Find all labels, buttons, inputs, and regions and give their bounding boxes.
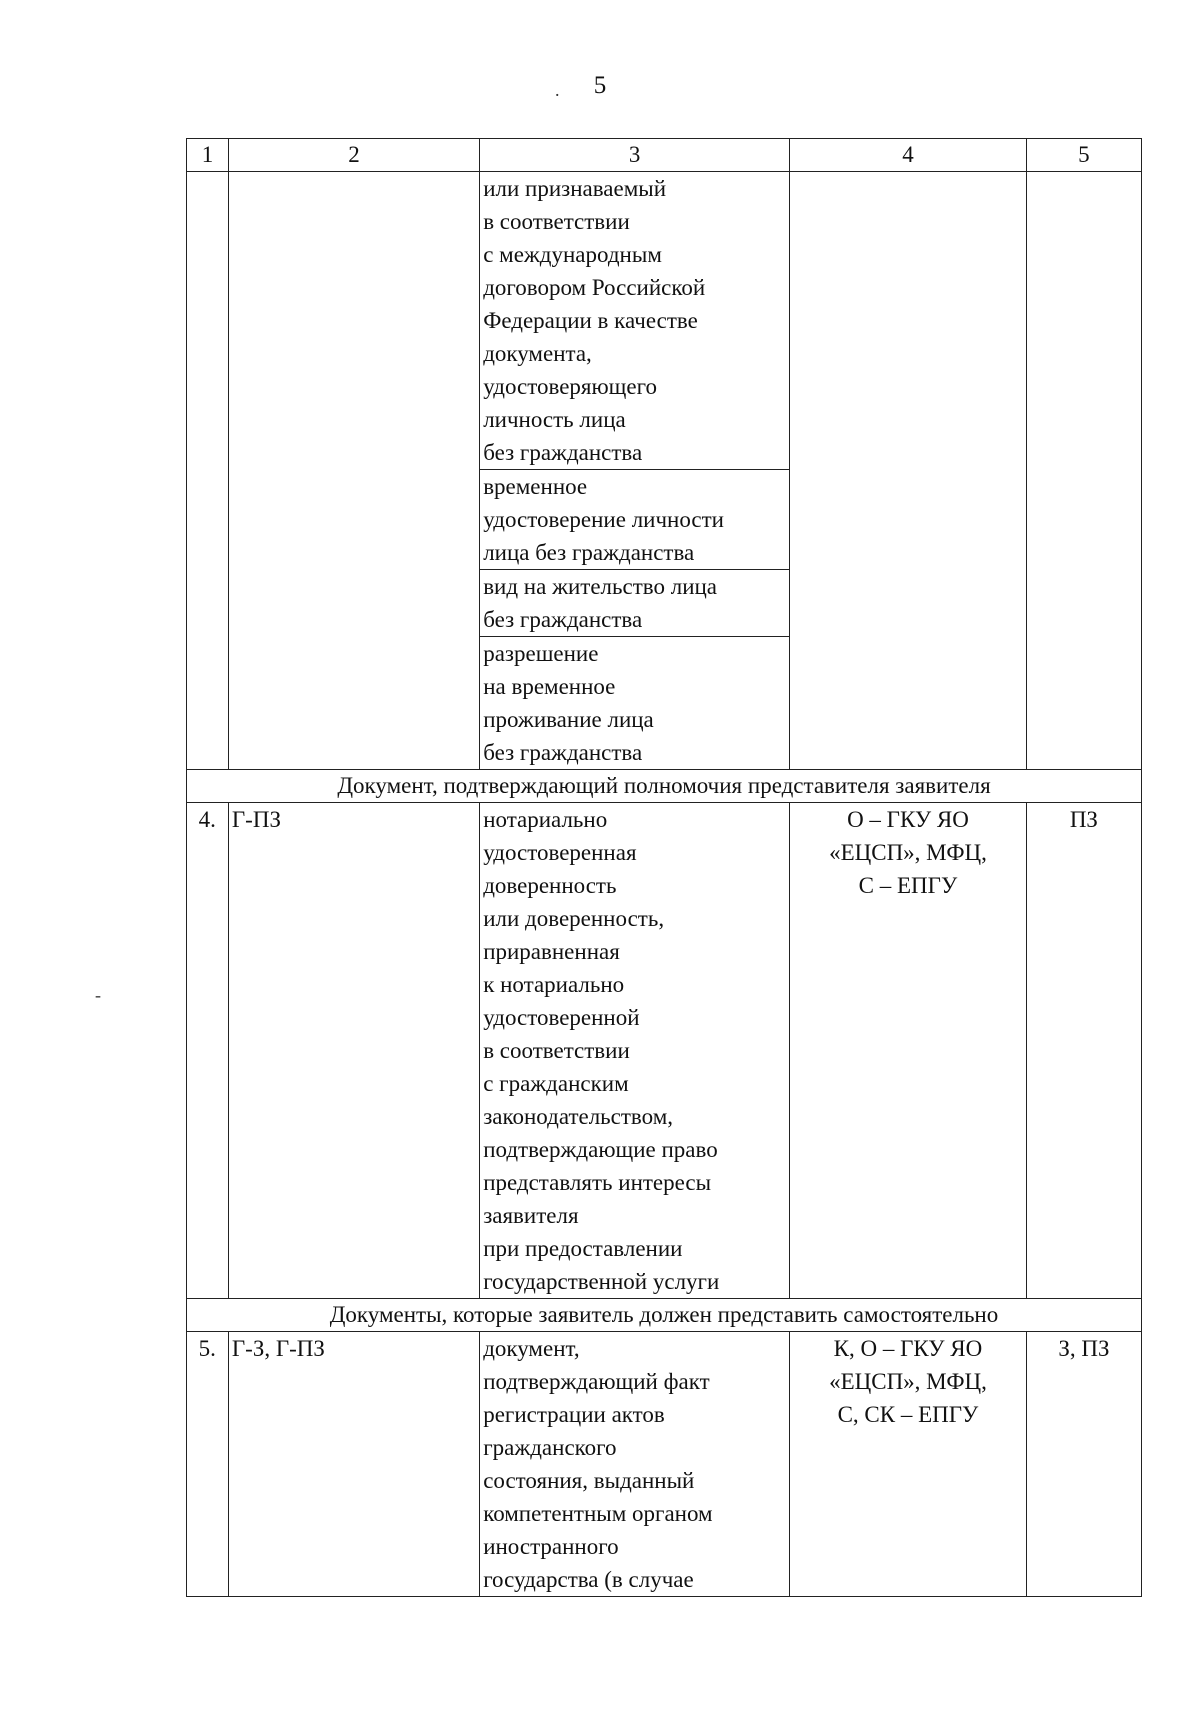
submission-cell: К, О – ГКУ ЯО «ЕЦСП», МФЦ, С, СК – ЕПГУ: [790, 1332, 1027, 1597]
header-cell: 3: [480, 139, 790, 172]
section-heading: Документ, подтверждающий полномочия представителя заявителя: [187, 770, 1142, 803]
submission-cell: [790, 172, 1027, 770]
row-number-cell: [187, 172, 229, 770]
documents-table: [186, 138, 1142, 1597]
row-number-cell: 5.: [187, 1332, 229, 1597]
document-item: вид на жительство лица без гражданства: [480, 570, 789, 637]
table-row: [187, 1332, 1142, 1597]
submission-cell: О – ГКУ ЯО «ЕЦСП», МФЦ, С – ЕПГУ: [790, 803, 1027, 1299]
document-item: или признаваемый в соответствии с международным договором Российской Федерации в качестве документа, удостоверяющего личность лица без гражданства: [480, 172, 789, 470]
header-cell: 4: [790, 139, 1027, 172]
header-cell: 5: [1026, 139, 1141, 172]
type-cell: [1026, 172, 1141, 770]
header-cell: 2: [228, 139, 479, 172]
type-cell: З, ПЗ: [1026, 1332, 1141, 1597]
table-row: [187, 172, 1142, 770]
section-row: [187, 1299, 1142, 1332]
header-cell: 1: [187, 139, 229, 172]
section-row: [187, 770, 1142, 803]
page-number: 5: [593, 72, 607, 99]
header-row: [187, 139, 1142, 172]
document-item: временное удостоверение личности лица без гражданства: [480, 470, 789, 570]
document-cell: документ, подтверждающий факт регистрации актов гражданского состояния, выданный компетентным органом иностранного государства (в случае: [480, 1332, 790, 1597]
table-row: [187, 803, 1142, 1299]
section-heading: Документы, которые заявитель должен представить самостоятельно: [187, 1299, 1142, 1332]
category-cell: Г-З, Г-ПЗ: [228, 1332, 479, 1597]
scan-dot: -: [95, 985, 101, 1005]
document-cell: нотариально удостоверенная доверенность или доверенность, приравненная к нотариально удостоверенной в соответствии с гражданским законодательством, подтверждающие право представлять интересы заявителя при предоставлении государственной услуги: [480, 803, 790, 1299]
row-number-cell: 4.: [187, 803, 229, 1299]
category-cell: [228, 172, 479, 770]
category-cell: Г-ПЗ: [228, 803, 479, 1299]
scan-dot: .: [555, 80, 560, 100]
type-cell: ПЗ: [1026, 803, 1141, 1299]
document-item: разрешение на временное проживание лица без гражданства: [483, 641, 654, 765]
document-cell: [480, 172, 790, 770]
